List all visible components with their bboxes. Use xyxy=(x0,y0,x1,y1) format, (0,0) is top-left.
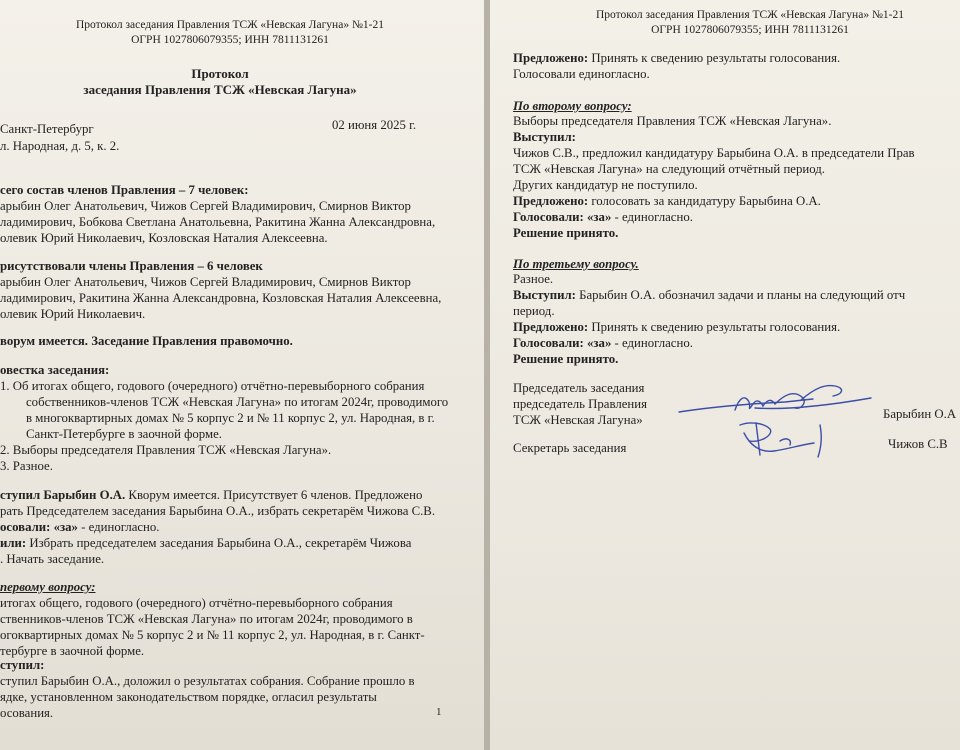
question-3-speech xyxy=(513,287,905,303)
question-2-speaker-label: Выступил: xyxy=(513,130,576,144)
question-1-text: огоквартирных домах № 5 корпус 2 и № 11 корпус 2, ул. Народная, в г. Санкт- xyxy=(0,628,425,642)
proposal-text: Принять к сведению результаты голосования. xyxy=(588,320,841,334)
page-header xyxy=(570,8,930,38)
speaker-label: ступил Барыбин О.А. xyxy=(0,488,126,502)
secretary-name: Чижов С.В xyxy=(888,437,948,451)
chair-name: Барыбин О.А xyxy=(883,407,957,421)
question-2-note: Других кандидатур не поступило. xyxy=(513,178,698,192)
vote-text: - единогласно. xyxy=(77,520,160,534)
opening-speech xyxy=(0,487,422,503)
date: 02 июня 2025 г. xyxy=(332,118,417,132)
secretary-signature xyxy=(730,415,840,465)
proposal-label: Предложено: xyxy=(513,51,589,65)
speech-text: Барыбин О.А. обозначил задачи и планы на следующий отч xyxy=(575,288,906,302)
total-members-text: олевик Юрий Николаевич, Козловская Наталия Алексеевна. xyxy=(0,231,328,245)
header-registration: ОГРН 1027806079355; ИНН 7811131261 xyxy=(651,24,849,36)
resolution xyxy=(0,535,411,551)
question-2-speech: ТСЖ «Невская Лагуна» на следующий отчётный период. xyxy=(513,162,825,176)
address: л. Народная, д. 5, к. 2. xyxy=(0,139,120,153)
question-2-speech: Чижов С.В., предложил кандидатуру Барыбина О.А. в председатели Прав xyxy=(513,146,915,160)
vote-label: осовали: «за» xyxy=(0,520,78,534)
page-number: 1 xyxy=(436,706,442,718)
question-1-speech: ступил Барыбин О.А., доложил о результатах собрания. Собрание прошло в xyxy=(0,674,415,688)
vote-text: - единогласно. xyxy=(611,336,693,350)
quorum-statement: ворум имеется. Заседание Правления правомочно. xyxy=(0,334,293,348)
agenda-item: Санкт-Петербурге в заочной форме. xyxy=(26,427,222,441)
question-1-speech: ядке, установленном законодательством порядке, огласил результаты xyxy=(0,690,377,704)
total-members-heading: сего состав членов Правления – 7 человек: xyxy=(0,183,249,197)
agenda-heading: овестка заседания: xyxy=(0,363,110,377)
vote-label: Голосовали: «за» xyxy=(513,336,612,350)
question-3-text: Разное. xyxy=(513,272,554,286)
proposal-text: голосовать за кандидатуру Барыбина О.А. xyxy=(588,194,821,208)
question-2-text: Выборы председателя Правления ТСЖ «Невская Лагуна». xyxy=(513,114,832,128)
document-page-right xyxy=(490,0,960,750)
vote-text: - единогласно. xyxy=(611,210,693,224)
question-1-text: ственников-членов ТСЖ «Невская Лагуна» по итогам 2024г, проводимого в xyxy=(0,612,413,626)
question-3-proposal xyxy=(513,319,840,335)
question-2-proposal xyxy=(513,193,821,209)
proposal-label: Предложено: xyxy=(513,320,589,334)
total-members-text: ладимирович, Бобкова Светлана Анатольевна, Ракитина Жанна Александровна, xyxy=(0,215,436,229)
agenda-item: в многоквартирных домах № 5 корпус 2 и № 11 корпус 2, ул. Народная, в г. xyxy=(26,411,435,425)
question-3-heading: По третьему вопросу. xyxy=(513,257,639,271)
chair-title: Председатель заседания xyxy=(513,381,645,395)
question-2-heading: По второму вопросу: xyxy=(513,99,632,113)
city: Санкт-Петербург xyxy=(0,122,94,136)
question-1-speech: осования. xyxy=(0,706,54,720)
page-header xyxy=(40,18,420,48)
document-subtitle: заседания Правления ТСЖ «Невская Лагуна» xyxy=(83,82,357,97)
resolution-text: Избрать председателем заседания Барыбина О.А., секретарём Чижова xyxy=(26,536,412,550)
question-3-vote xyxy=(513,335,693,351)
question-1-heading: первому вопросу: xyxy=(0,580,96,594)
proposal-label: Предложено: xyxy=(513,194,589,208)
question-1-speaker-label: ступил: xyxy=(0,658,45,672)
agenda-item: 3. Разное. xyxy=(0,459,53,473)
secretary-title: Секретарь заседания xyxy=(513,441,627,455)
header-registration: ОГРН 1027806079355; ИНН 7811131261 xyxy=(131,34,329,46)
proposal-text: Принять к сведению результаты голосования. xyxy=(588,51,841,65)
question-1-text: итогах общего, годового (очередного) отчётно-перевыборного собрания xyxy=(0,596,393,610)
resolution-text: . Начать заседание. xyxy=(0,552,105,566)
question-3-speech: период. xyxy=(513,304,555,318)
vote-label: Голосовали: «за» xyxy=(513,210,612,224)
agenda-item: 1. Об итогах общего, годового (очередного) отчётно-перевыборного собрания xyxy=(0,379,425,393)
header-title: Протокол заседания Правления ТСЖ «Невская Лагуна» №1-21 xyxy=(595,9,904,21)
question-2-vote xyxy=(513,209,693,225)
present-members-heading: рисутствовали члены Правления – 6 человек xyxy=(0,259,263,273)
vote-result: Голосовали единогласно. xyxy=(513,67,650,81)
speech-text: Кворум имеется. Присутствует 6 членов. Предложено xyxy=(125,488,423,502)
agenda-item: 2. Выборы председателя Правления ТСЖ «Невская Лагуна». xyxy=(0,443,332,457)
vote-result xyxy=(0,519,160,535)
chair-title: председатель Правления xyxy=(513,397,648,411)
header-title: Протокол заседания Правления ТСЖ «Невская Лагуна» №1-21 xyxy=(75,19,384,31)
speech-text: рать Председателем заседания Барыбина О.А., избрать секретарём Чижова С.В. xyxy=(0,504,436,518)
total-members-text: арыбин Олег Анатольевич, Чижов Сергей Владимирович, Смирнов Виктор xyxy=(0,199,411,213)
agenda-item: собственников-членов ТСЖ «Невская Лагуна» по итогам 2024г, проводимого xyxy=(26,395,449,409)
present-members-text: олевик Юрий Николаевич. xyxy=(0,307,146,321)
chair-title: ТСЖ «Невская Лагуна» xyxy=(513,413,643,427)
speaker-label: Выступил: xyxy=(513,288,576,302)
question-1-text: тербурге в заочной форме. xyxy=(0,644,145,658)
resolution-label: или: xyxy=(0,536,27,550)
present-members-text: арыбин Олег Анатольевич, Чижов Сергей Владимирович, Смирнов Виктор xyxy=(0,275,411,289)
proposal xyxy=(513,50,840,66)
question-2-decision: Решение принято. xyxy=(513,226,619,240)
question-3-decision: Решение принято. xyxy=(513,352,619,366)
document-title: Протокол xyxy=(191,66,249,81)
present-members-text: ладимирович, Ракитина Жанна Александровна, Козловская Наталия Алексеевна, xyxy=(0,291,442,305)
